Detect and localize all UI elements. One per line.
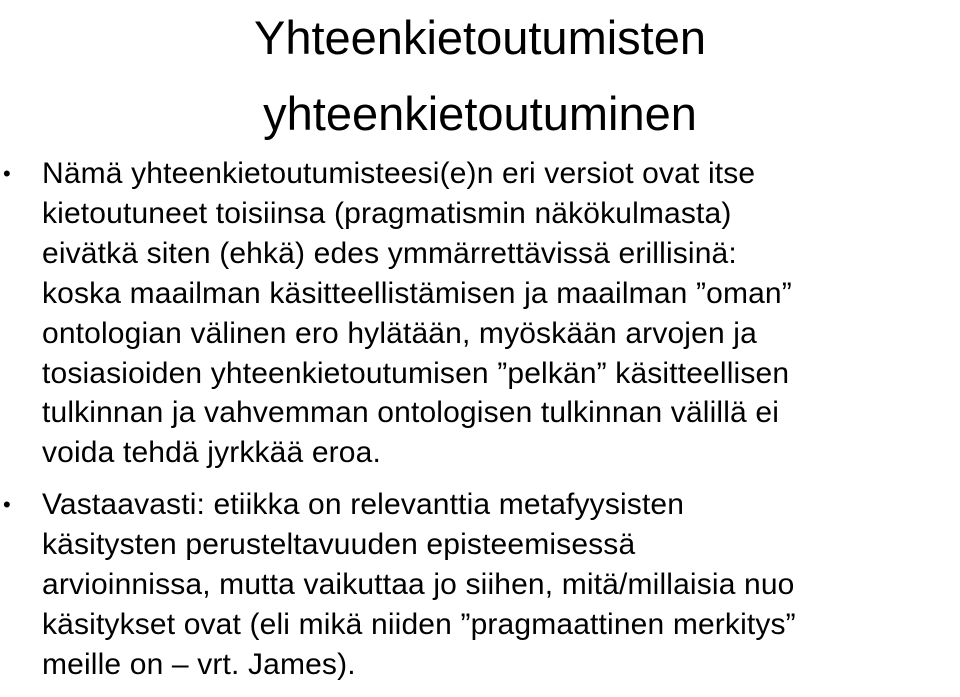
bullet-list — [0, 154, 960, 697]
bullet-icon: • — [3, 161, 11, 186]
bullet-item-2 — [0, 485, 960, 685]
title-line-2: yhteenkietoutuminen — [263, 87, 697, 140]
bullet-line: tosiasioiden yhteenkietoutumisen ”pelkän” käsitteellisen — [42, 356, 790, 390]
bullet-text — [42, 154, 960, 473]
slide-title — [0, 0, 960, 152]
bullet-line: käsitykset ovat (eli mikä niiden ”pragmaattinen merkitys” — [42, 607, 796, 641]
bullet-line: meille on – vrt. James). — [42, 647, 356, 681]
bullet-line: Vastaavasti: etiikka on relevanttia metafyysisten — [42, 488, 685, 522]
bullet-line: voida tehdä jyrkkää eroa. — [42, 436, 381, 470]
bullet-line: tulkinnan ja vahvemman ontologisen tulkinnan välillä ei — [42, 396, 780, 430]
bullet-line: eivätkä siten (ehkä) edes ymmärrettävissä erillisinä: — [42, 236, 737, 270]
bullet-line: käsitysten perusteltavuuden episteemisessä — [42, 528, 636, 562]
bullet-line: ontologian välinen ero hylätään, myöskään arvojen ja — [42, 316, 757, 350]
bullet-line: arvioinnissa, mutta vaikuttaa jo siihen, mitä/millaisia nuo — [42, 568, 795, 602]
bullet-line: koska maailman käsitteellistämisen ja maailman ”oman” — [42, 276, 792, 310]
bullet-text — [42, 485, 960, 685]
bullet-line: Nämä yhteenkietoutumisteesi(e)n eri versiot ovat itse — [42, 157, 756, 190]
bullet-icon: • — [3, 492, 11, 518]
bullet-line: kietoutuneet toisiinsa (pragmatismin näkökulmasta) — [42, 196, 732, 230]
title-line-1: Yhteenkietoutumisten — [253, 11, 706, 64]
bullet-item-1 — [0, 154, 960, 473]
